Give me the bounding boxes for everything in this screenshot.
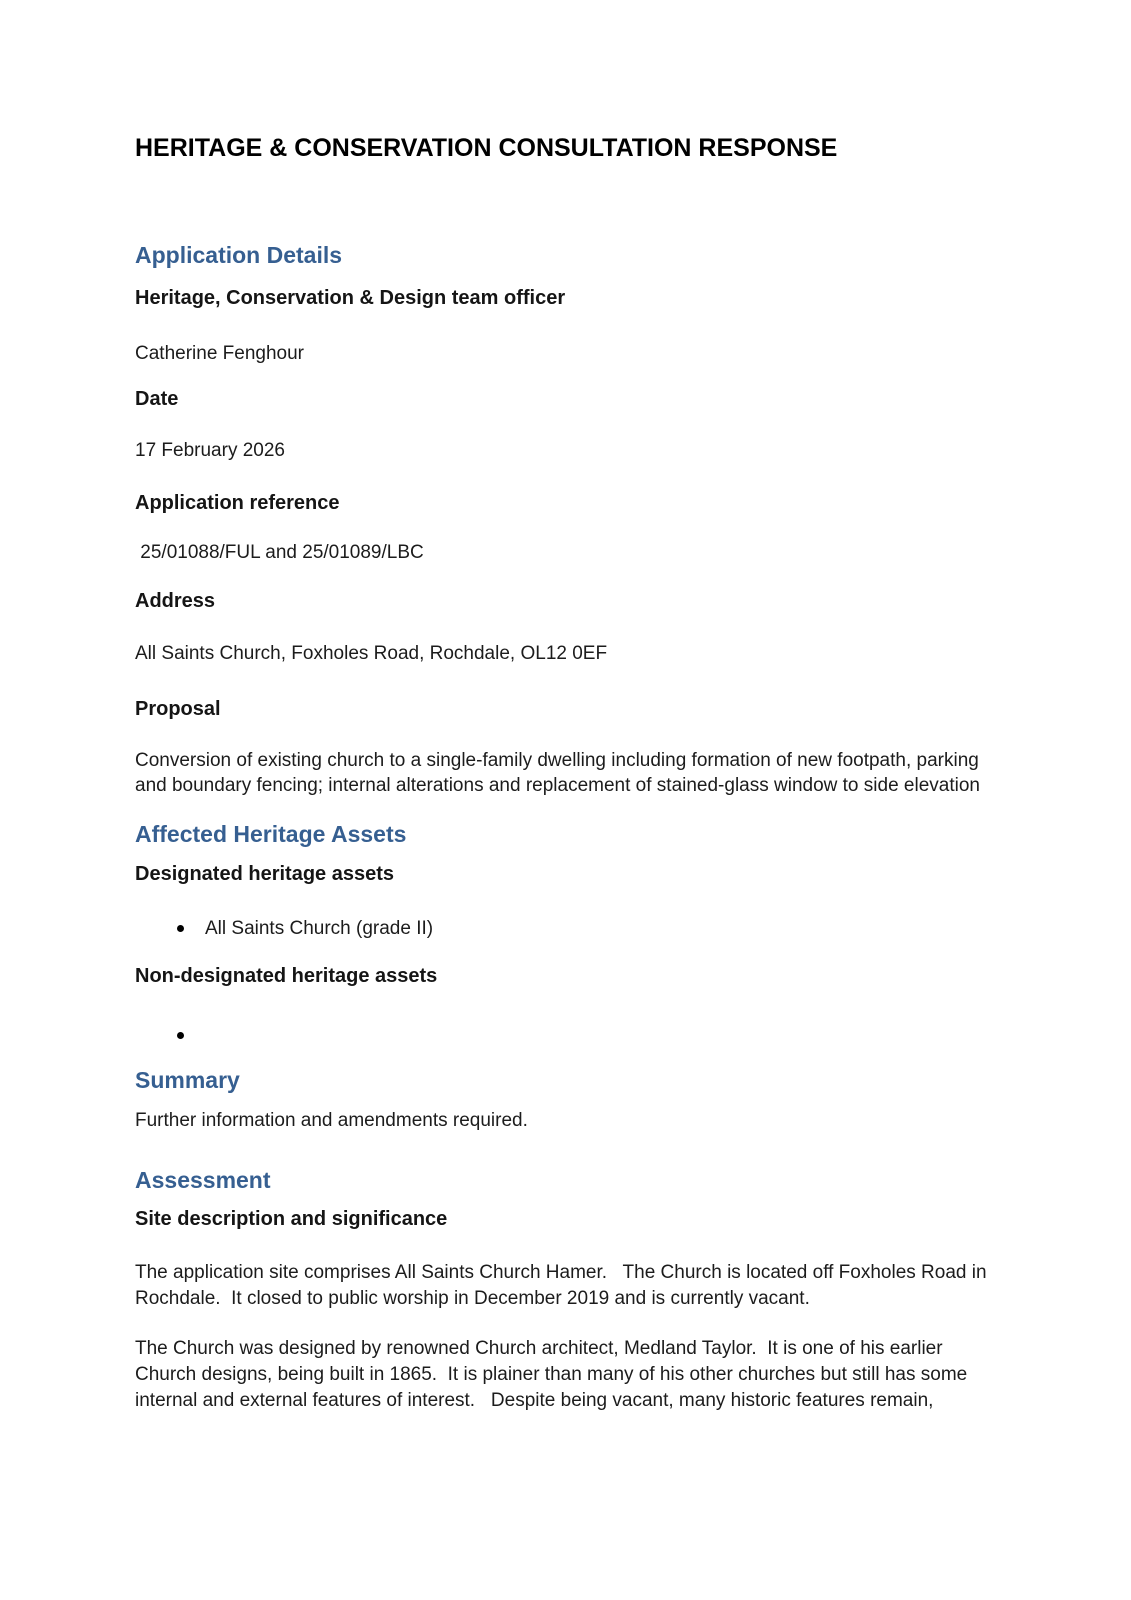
officer-label: Heritage, Conservation & Design team officer [135, 287, 566, 309]
application-reference-value: 25/01088/FUL and 25/01089/LBC [135, 542, 424, 563]
address-label: Address [135, 590, 216, 612]
assessment-paragraph: The Church was designed by renowned Church architect, Medland Taylor. It is one of his earlier Church designs, being built in 1865. It is plainer than many of his other churches but still has some internal and external features of interest. Despite being vacant, many historic features remain, [135, 1338, 973, 1411]
list-item [135, 1023, 995, 1048]
proposal-label: Proposal [135, 698, 221, 720]
section-heading-summary: Summary [135, 1067, 240, 1093]
date-label: Date [135, 388, 179, 410]
assessment-paragraph: The application site comprises All Saints Church Hamer. The Church is located off Foxholes Road in Rochdale. It closed to public worship in December 2019 and is currently vacant. [135, 1262, 992, 1309]
proposal-value: Conversion of existing church to a single-family dwelling including formation of new footpath, parking and boundary fencing; internal alterations and replacement of stained-glass window to side elevation [135, 750, 985, 796]
section-heading-application-details: Application Details [135, 242, 343, 268]
site-description-subheading: Site description and significance [135, 1208, 448, 1230]
section-heading-assessment: Assessment [135, 1167, 271, 1193]
list-item [135, 916, 995, 941]
application-reference-label: Application reference [135, 492, 340, 514]
document-title: HERITAGE & CONSERVATION CONSULTATION RESPONSE [135, 134, 838, 162]
date-value: 17 February 2026 [135, 440, 285, 461]
summary-text: Further information and amendments required. [135, 1110, 528, 1131]
list-item-text [184, 1023, 205, 1048]
designated-heritage-assets-label: Designated heritage assets [135, 863, 394, 885]
address-value: All Saints Church, Foxholes Road, Rochdale, OL12 0EF [135, 643, 608, 664]
officer-value: Catherine Fenghour [135, 343, 304, 364]
bullet-icon [177, 925, 184, 932]
non-designated-heritage-assets-label: Non-designated heritage assets [135, 965, 438, 987]
list-item-text: All Saints Church (grade II) [205, 918, 434, 939]
section-heading-affected-heritage-assets: Affected Heritage Assets [135, 821, 407, 847]
bullet-icon [177, 1032, 184, 1039]
